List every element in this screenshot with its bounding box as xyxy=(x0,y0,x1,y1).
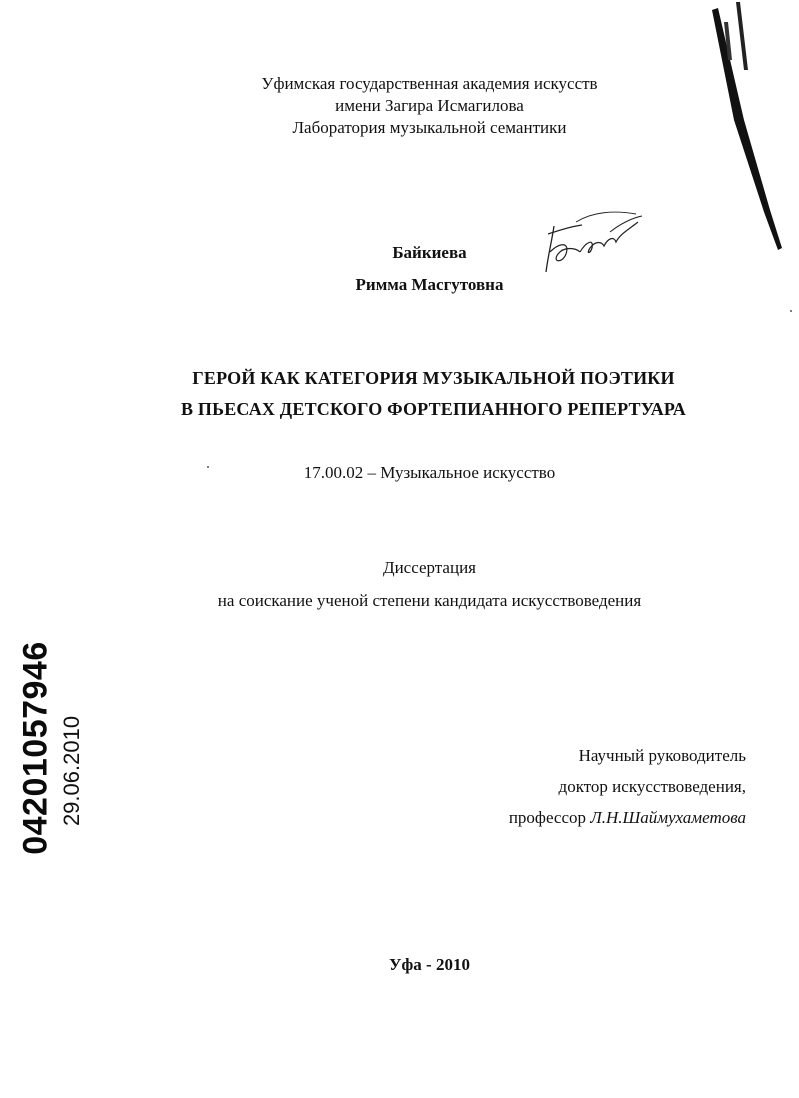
scan-speck xyxy=(207,466,209,468)
work-type-degree: на соискание ученой степени кандидата искусствоведения xyxy=(217,591,642,610)
institution-line-3: Лаборатория музыкальной семантики xyxy=(292,118,567,137)
institution-line-2: имени Загира Исмагилова xyxy=(335,96,524,115)
scan-speck xyxy=(790,310,792,312)
work-type: Диссертация xyxy=(382,558,476,577)
institution-line-1: Уфимская государственная академия искусств xyxy=(261,74,598,93)
place-year: Уфа - 2010 xyxy=(389,955,470,974)
library-stamp-date: 29.06.2010 xyxy=(59,715,84,827)
library-stamp-number: 04201057946 xyxy=(16,641,55,855)
author-given-names: Римма Масгутовна xyxy=(355,275,504,294)
title-line-2: В ПЬЕСАХ ДЕТСКОГО ФОРТЕПИАННОГО РЕПЕРТУАРА xyxy=(180,399,687,419)
supervisor-role: Научный руководитель xyxy=(578,746,746,765)
supervisor-degree: доктор искусствоведения, xyxy=(558,777,746,796)
scan-edge-mark xyxy=(704,0,794,260)
title-line-1: ГЕРОЙ КАК КАТЕГОРИЯ МУЗЫКАЛЬНОЙ ПОЭТИКИ xyxy=(192,368,675,388)
supervisor-title: профессор xyxy=(508,808,587,827)
signature-icon xyxy=(540,208,645,280)
specialty-code: 17.00.02 – Музыкальное искусство xyxy=(303,463,556,482)
author-surname: Байкиева xyxy=(392,243,467,262)
supervisor-name-line xyxy=(509,807,746,829)
supervisor-name: Л.Н.Шаймухаметова xyxy=(590,808,746,827)
